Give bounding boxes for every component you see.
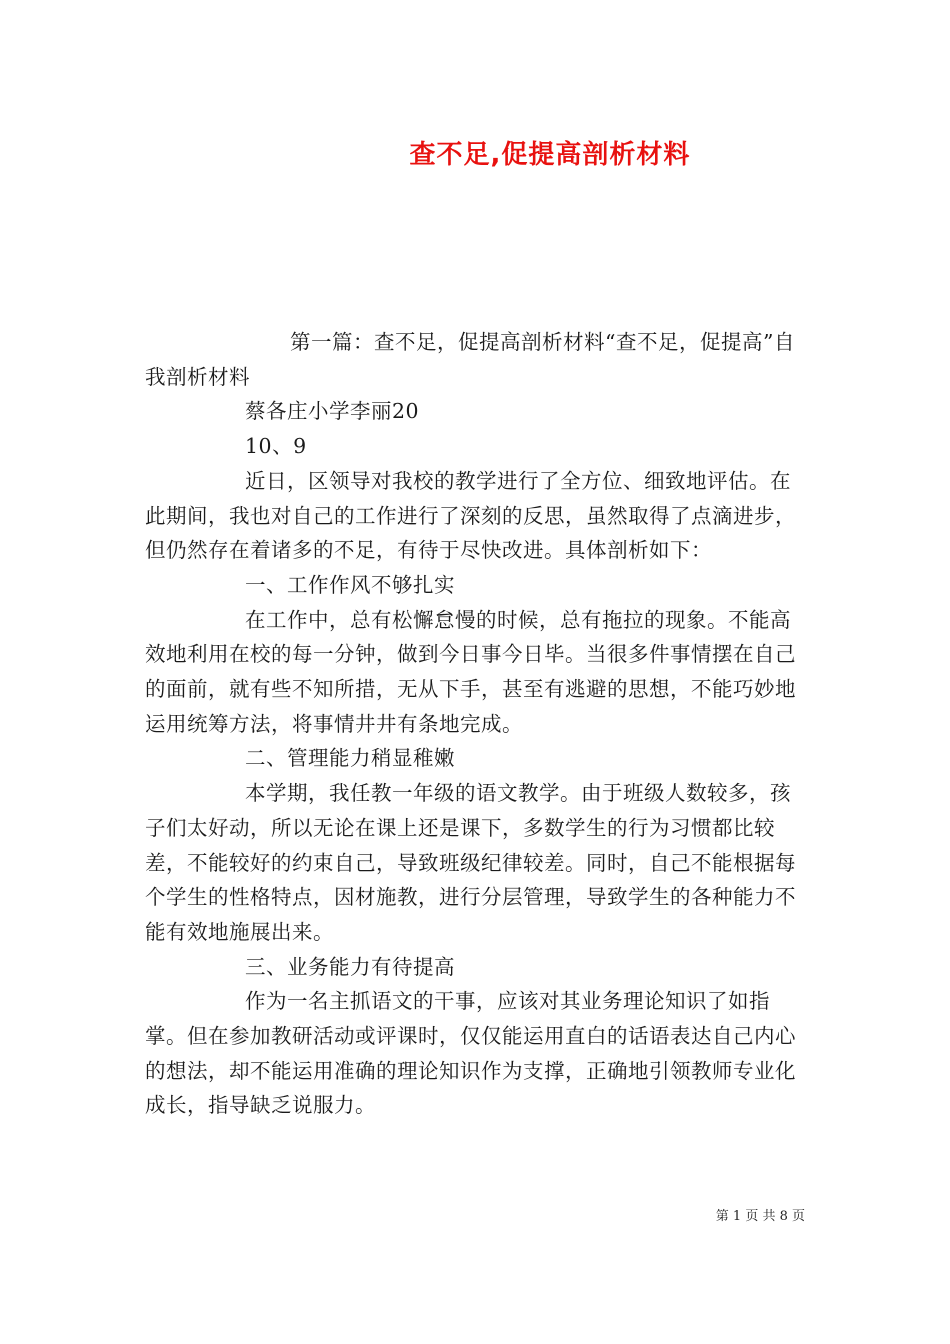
section-heading-3: 三、业务能力有待提高: [245, 954, 455, 979]
paragraph-date: 10、9: [245, 434, 307, 459]
section-heading-2: 二、管理能力稍显稚嫩: [245, 746, 455, 771]
page-number-footer: 第 1 页 共 8 页: [715, 1209, 805, 1224]
section-heading-1: 一、工作作风不够扎实: [245, 572, 455, 597]
document-body: [145, 325, 805, 1123]
paragraph-section-1: 在工作中，总有松懈怠慢的时候，总有拖拉的现象。不能高效地利用在校的每一分钟，做到今日事今日毕。当很多件事情摆在自己的面前，就有些不知所措，无从下手，甚至有逃避的思想，不能巧妙地运用统筹方法，将事情井井有条地完成。: [145, 607, 796, 736]
paragraph-author: 蔡各庄小学李丽20: [245, 399, 420, 424]
document-title: 查不足,促提高剖析材料: [409, 140, 691, 170]
paragraph-heading: 第一篇：查不足，促提高剖析材料“查不足，促提高”自我剖析材料: [145, 330, 795, 389]
paragraph-intro: 近日，区领导对我校的教学进行了全方位、细致地评估。在此期间，我也对自己的工作进行了深刻的反思，虽然取得了点滴进步，但仍然存在着诸多的不足，有待于尽快改进。具体剖析如下：: [145, 468, 796, 563]
paragraph-section-2: 本学期，我任教一年级的语文教学。由于班级人数较多，孩子们太好动，所以无论在课上还是课下，多数学生的行为习惯都比较差，不能较好的约束自己，导致班级纪律较差。同时，自己不能根据每个学生的性格特点，因材施教，进行分层管理，导致学生的各种能力不能有效地施展出来。: [145, 781, 796, 944]
paragraph-section-3: 作为一名主抓语文的干事，应该对其业务理论知识了如指掌。但在参加教研活动或评课时，仅仅能运用直白的话语表达自己内心的想法，却不能运用准确的理论知识作为支撑，正确地引领教师专业化成长，指导缺乏说服力。: [145, 989, 796, 1118]
